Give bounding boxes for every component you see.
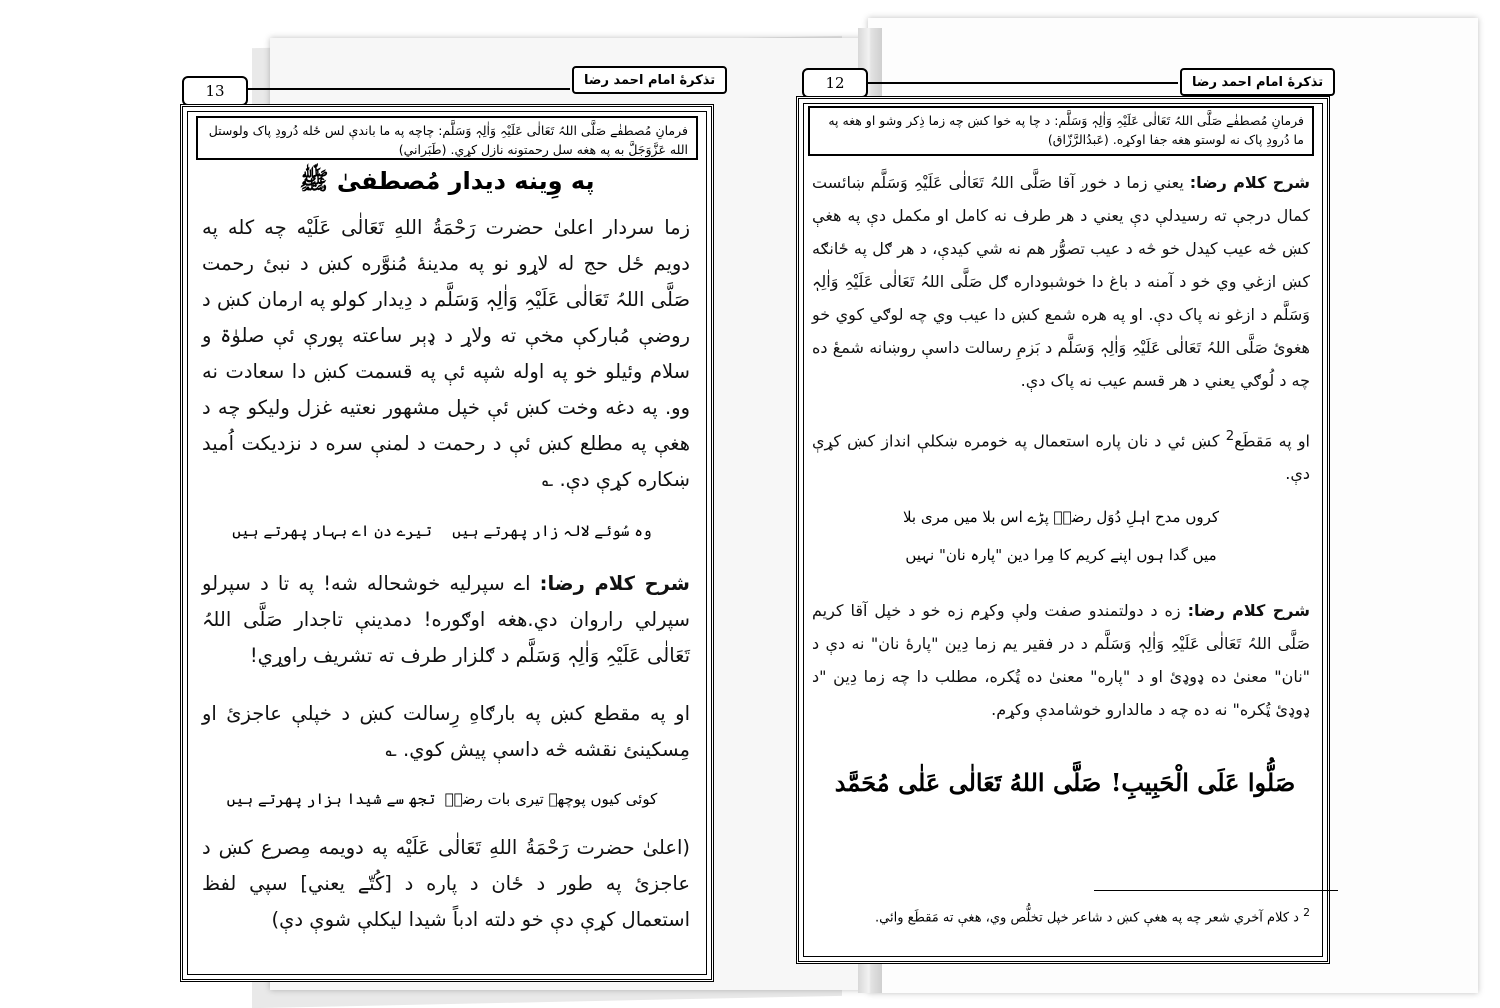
durood-line — [830, 768, 1300, 797]
left-couplet-2 — [222, 790, 662, 808]
right-sharh-1 — [812, 166, 1310, 397]
right-running-head: تذکرهٔ امام احمد رضا — [1180, 68, 1335, 96]
durood-b: صَلَّى اللهُ تَعَالٰى عَلٰى مُحَمَّد — [834, 768, 1102, 797]
right-couplet-line-2: میں گدا ہوں اپنے کریم کا مِرا دین "پارہ نان" نہیں — [905, 546, 1217, 564]
right-page-number-wrap — [802, 68, 868, 98]
left-para-2 — [202, 696, 690, 768]
footnote-reference[interactable]: 2 — [1225, 429, 1235, 444]
left-sharh-1-label: شرح کلام رضا: — [539, 572, 690, 595]
right-para-maqta-lead: او په مَقطَع — [1234, 431, 1310, 451]
left-sharh-1 — [202, 566, 690, 674]
right-hadith-box: فرمانِ مُصطفٰے صَلَّی اللہُ تَعَالٰی عَلَیْہِ وَاٰلِہٖ وَسَلَّم: د چا په خوا کښ چه زما ذِکر وشو او هغه په ما دُرودِ پاک نه لوستو هغه جفا اوکړه. (عَبدُالرَّزّاق) — [808, 106, 1314, 156]
left-hadith-box: فرمانِ مُصطفٰے صَلَّی اللہُ تَعَالٰی عَلَیْہِ وَاٰلِہٖ وَسَلَّم: چاچه په ما باندې لس ځله دُرودِ پاک ولوستل الله عَزَّوَجَلَّ به په هغه سل رحمتونه نازل کړي. (طَبَراني) — [196, 116, 698, 160]
left-para-2-text: او په مقطع کښ په بارګاهِ رِسالت کښ د خپلې عاجزئ او مِسکینئ نقشه څه داسې پیش کوي. ؎ — [202, 702, 690, 761]
left-page-number: 13 — [182, 76, 248, 106]
left-couplet-1-b: تیرے دن اے بہار پھرتے ہیں — [232, 522, 432, 540]
durood-a: صَلُّوا عَلَى الْحَبِيبِ! — [1110, 768, 1296, 797]
right-sharh-2-text: زه د دولتمندو صفت ولې وکړم زه خو د خپل آقا کریم صَلَّی اللہُ تَعَالٰی عَلَیْہِ وَاٰلِہٖ وَسَلَّم د در فقیر یم زما دِین "پارهٔ نان" نه دې د "نان" معنیٰ ده ډوډئ او د "پاره" معنیٰ ده ټُکره، مطلب دا چه زما دِین "د ډوډئ ټُکره" نه ده چه د مالدارو خوشامدې وکړم. — [812, 601, 1310, 719]
left-page-number-wrap — [182, 76, 248, 106]
left-para-3 — [202, 830, 690, 938]
right-running-head-wrap — [1180, 68, 1335, 96]
left-couplet-2-a: کوئی کیوں پوچھے تیری بات رضاؔ — [444, 790, 658, 808]
right-para-maqta-rest: کښ ئي د نان پاره استعمال په خومره ښکلې انداز کښ کړې دې. — [812, 431, 1310, 484]
left-couplet-2-b: تجھ سے شیدا ہزار پھرتے ہیں — [226, 790, 436, 808]
footnote — [812, 906, 1310, 925]
footnote-text: د کلام آخري شعر چه په هغې کښ د شاعر خپل تخلُّص وي، هغې ته مَقطَع وائي. — [875, 910, 1299, 926]
left-couplet-1-a: وہ سُوئے لالہ زار پھرتے ہیں — [452, 522, 652, 540]
right-page-number: 12 — [802, 68, 868, 98]
left-running-head-wrap — [572, 66, 727, 94]
left-para-1-text: زما سردار اعلیٰ حضرت رَحْمَةُ اللهِ تَعَالٰی عَلَيْه چه کله په دویم ځل حج له لاړو نو په مدینهٔ مُنوَّره کښ د نبیٔ رحمت صَلَّی اللہُ تَعَالٰی عَلَیْہِ وَاٰلِہٖ وَسَلَّم د دِیدار کولو په ارمان کښ د روضې مُبارکې مخې ته ولاړ د ډېر ساعته پورې ئې صلوٰۃ و سلام وئیلو خو په اوله شپه ئې په قسمت کښ دا سعادت نه وو. په دغه وخت کښ ئې خپل مشهور نعتیه غزل ولیکو چه د هغې په مطلع کښ ئې د رحمت د لمنې سره د نزدیکت اُمید ښکاره کړې دې. ؎ — [202, 216, 690, 491]
right-para-maqta — [812, 420, 1310, 490]
footnote-rule — [1094, 890, 1338, 891]
right-header-rule — [868, 82, 1178, 84]
left-running-head: تذکرهٔ امام احمد رضا — [572, 66, 727, 94]
right-sharh-2 — [812, 594, 1310, 726]
footnote-number: 2 — [1303, 906, 1310, 919]
left-couplet-1 — [222, 522, 662, 540]
left-para-1 — [202, 210, 690, 498]
right-couplet-line-1: کروں مدح اہلِ دُوَل رضاؔ پڑے اس بلا میں مری بلا — [902, 508, 1220, 526]
left-header-rule — [248, 88, 570, 90]
left-page-heading: په وِینه دیدار مُصطفیٰ ﷺ — [299, 167, 595, 195]
left-sharh-1-text: اے سپرلیه خوشحاله شه! په تا د سپرلو سپرلي راروان دي.هغه اوګوره! دمدینې تاجدار صَلَّی اللہُ تَعَالٰی عَلَیْہِ وَاٰلِہٖ وَسَلَّم د ګلزار طرف ته تشریف راوړي! — [202, 572, 690, 667]
left-para-3-text: (اعلیٰ حضرت رَحْمَةُ اللهِ تَعَالٰی عَلَيْه په دویمه مِصرع کښ د عاجزئ په طور د ځان د پاره د [کُتّے یعني] سپي لفظ استعمال کړې دې خو دلته ادباً شیدا لیکلې شوې دې) — [202, 836, 690, 931]
right-sharh-2-label: شرح کلام رضا: — [1187, 601, 1310, 620]
right-sharh-1-label: شرح کلام رضا: — [1189, 173, 1311, 192]
right-sharh-1-text: یعني زما د خوږ آقا صَلَّی اللہُ تَعَالٰی عَلَیْہِ وَسَلَّم ښائست کمال درجې ته رسیدلې دې یعني د هر طرف نه کامل او مکمل دې په هغې کښ څه عیب کیدل خو څه د عیب تصوُّر هم نه شي کیدې، د هر ګل په ځانګه کښ ازغي وي خو د آمنه د باغ دا خوشبوداره ګل صَلَّی اللہُ تَعَالٰی عَلَیْہِ وَاٰلِہٖ وَسَلَّم د ازغو نه پاک دې. او په هره شمع کښ دا عیب وي چه لوګي کوي خو هغوئ صَلَّی اللہُ تَعَالٰی عَلَیْہِ وَاٰلِہٖ وَسَلَّم د بَزمِ رسالت داسې روښانه شمعٔ ده چه د لُوګي یعني د هر قسم عیب نه پاک دې. — [812, 173, 1310, 390]
